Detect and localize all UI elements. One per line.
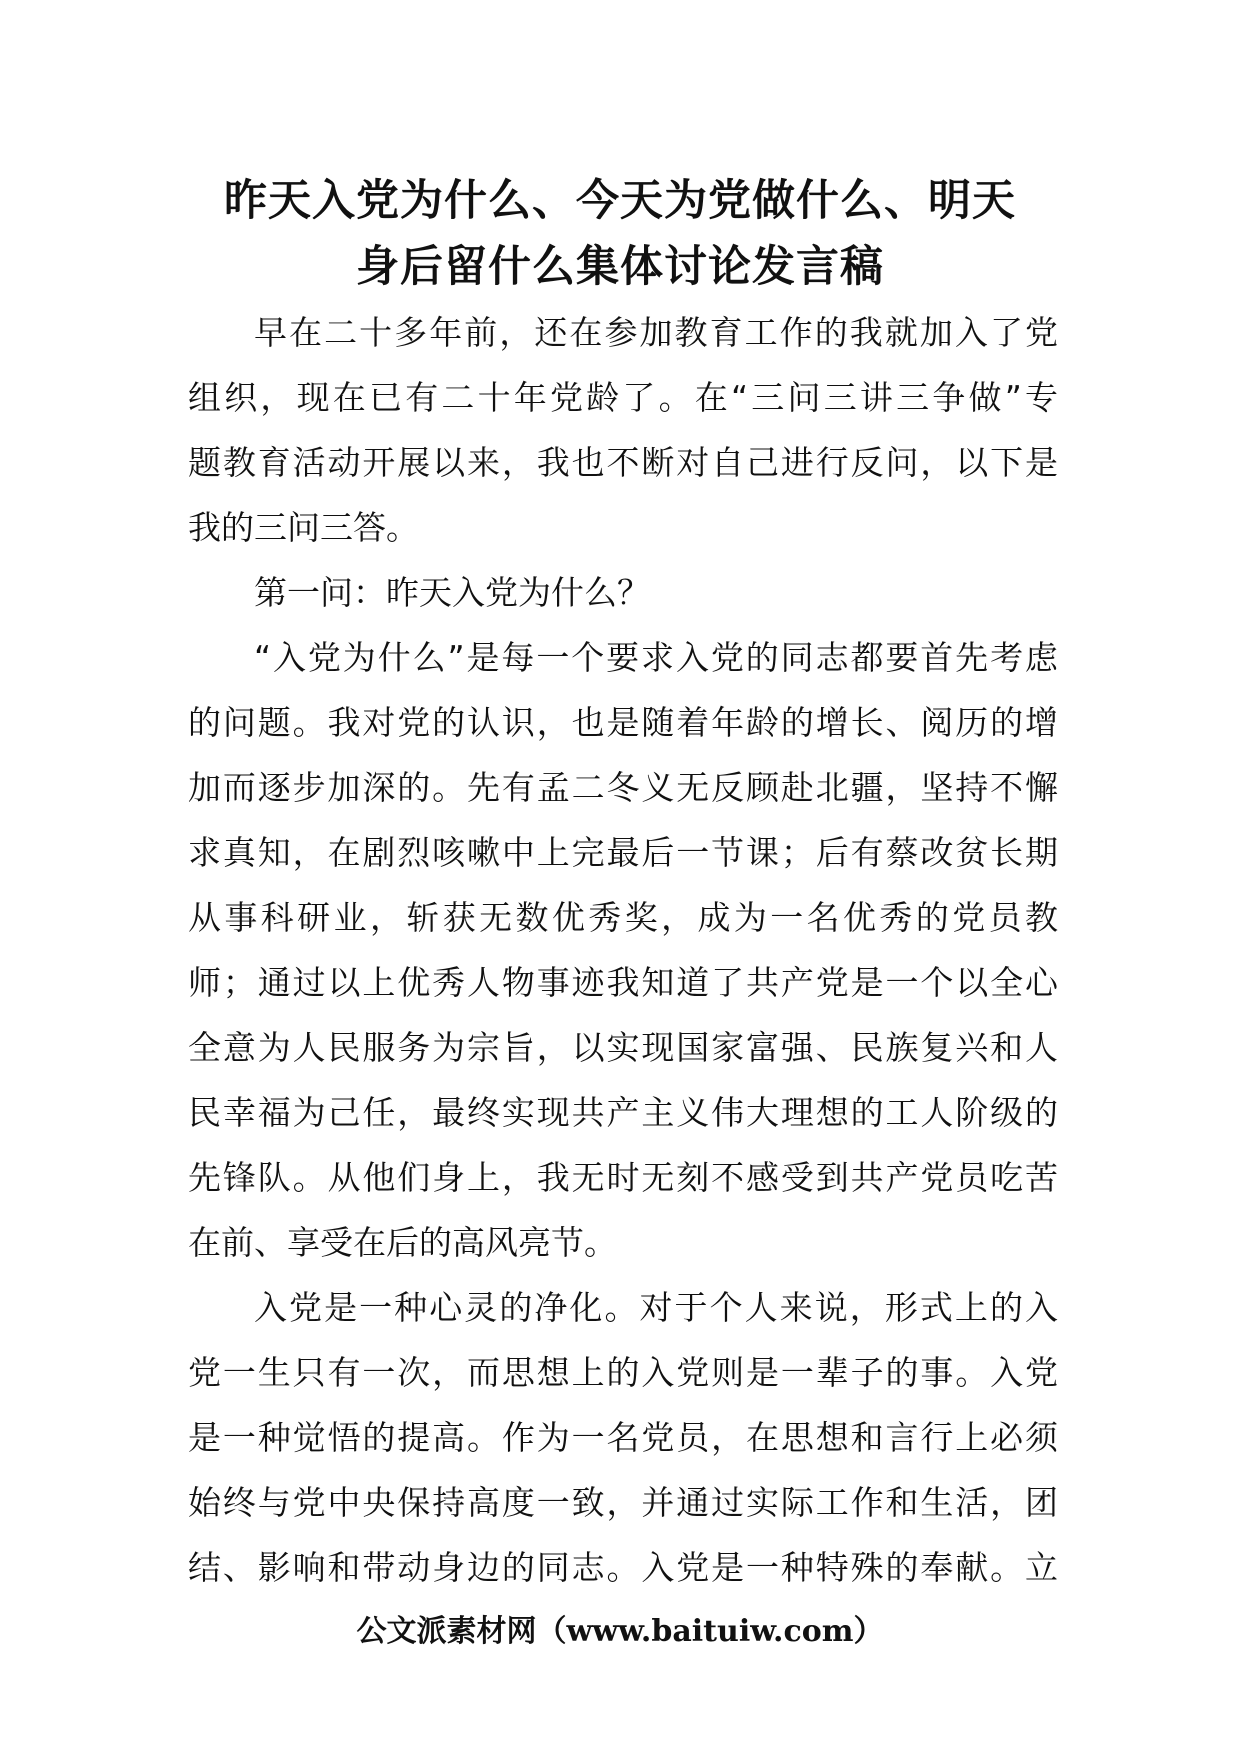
document-body <box>188 300 1058 1600</box>
paragraph-intro <box>188 300 1058 560</box>
page-footer-watermark: 公文派素材网（www.baituiw.com） <box>356 1614 884 1649</box>
title-line-1: 昨天入党为什么、今天为党做什么、明天 <box>224 176 1016 226</box>
text-line: 全意为人民服务为宗旨，以实现国家富强、民族复兴和人 <box>188 1028 1058 1067</box>
text-line: 民幸福为己任，最终实现共产主义伟大理想的工人阶级的 <box>188 1093 1058 1132</box>
text-line: 加而逐步加深的。先有孟二冬义无反顾赴北疆，坚持不懈 <box>188 768 1058 807</box>
text-line: 从事科研业，斩获无数优秀奖，成为一名优秀的党员教 <box>188 898 1058 937</box>
text-line: 党一生只有一次，而思想上的入党则是一辈子的事。入党 <box>188 1353 1058 1392</box>
text-line: “入党为什么”是每一个要求入党的同志都要首先考虑 <box>254 638 1058 677</box>
text-line: 第一问：昨天入党为什么？ <box>254 573 650 612</box>
text-line: 题教育活动开展以来，我也不断对自己进行反问，以下是 <box>188 443 1058 482</box>
text-line: 组织，现在已有二十年党龄了。在“三问三讲三争做”专 <box>188 378 1058 417</box>
text-line: 入党是一种心灵的净化。对于个人来说，形式上的入 <box>254 1288 1058 1327</box>
text-line: 结、影响和带动身边的同志。入党是一种特殊的奉献。立 <box>188 1548 1058 1587</box>
text-line: 我的三问三答。 <box>188 508 419 547</box>
text-line: 的问题。我对党的认识，也是随着年龄的增长、阅历的增 <box>188 703 1058 742</box>
text-line: 是一种觉悟的提高。作为一名党员，在思想和言行上必须 <box>188 1418 1058 1457</box>
text-line: 早在二十多年前，还在参加教育工作的我就加入了党 <box>254 313 1058 352</box>
text-line: 师；通过以上优秀人物事迹我知道了共产党是一个以全心 <box>188 963 1058 1002</box>
paragraph-question-heading <box>188 560 1058 625</box>
document-title <box>170 168 1070 300</box>
text-line: 在前、享受在后的高风亮节。 <box>188 1223 617 1262</box>
text-line: 始终与党中央保持高度一致，并通过实际工作和生活，团 <box>188 1483 1058 1522</box>
text-line: 先锋队。从他们身上，我无时无刻不感受到共产党员吃苦 <box>188 1158 1058 1197</box>
title-line-2: 身后留什么集体讨论发言稿 <box>356 242 884 292</box>
paragraph-purification <box>188 1275 1058 1600</box>
paragraph-why-join <box>188 625 1058 1275</box>
text-line: 求真知，在剧烈咳嗽中上完最后一节课；后有蔡改贫长期 <box>188 833 1058 872</box>
